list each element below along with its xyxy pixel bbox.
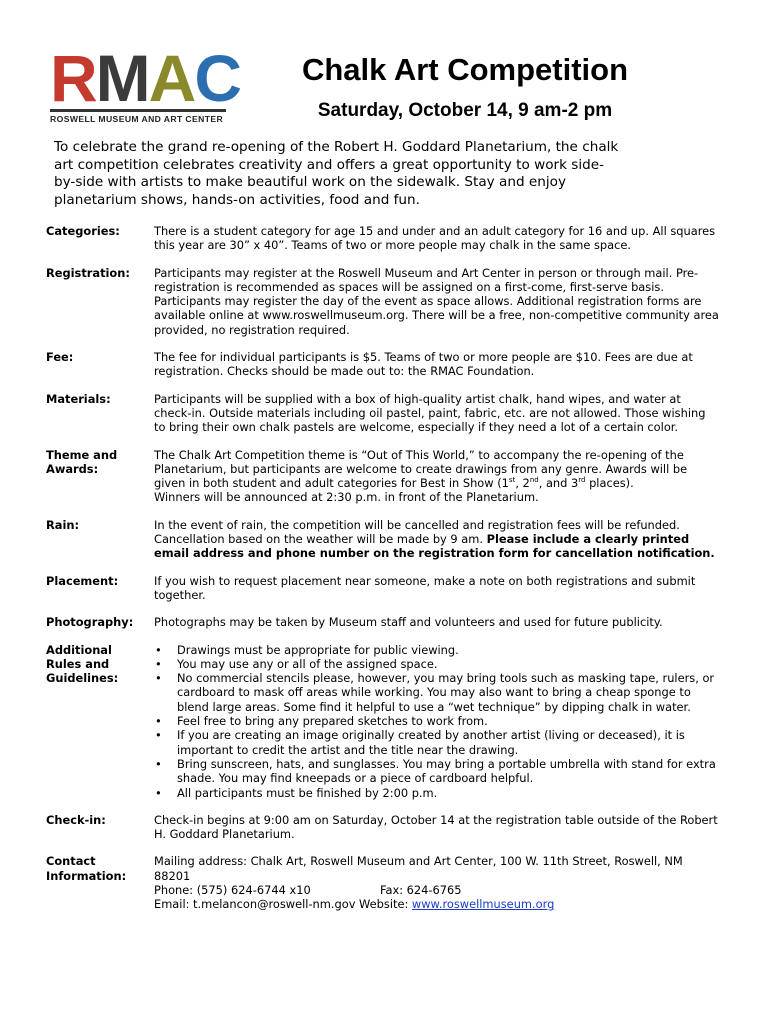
section-placement — [46, 574, 726, 603]
section-label: Photography: — [46, 615, 134, 630]
section-text — [154, 643, 720, 800]
section-label: Check-in: — [46, 812, 106, 827]
email-text: Email: t.melancon@roswell-nm.gov Website: — [154, 897, 412, 912]
mailing-address: Mailing address: Chalk Art, Roswell Museum and Art Center, 100 W. 11th Street, Roswell, NM 88201 — [154, 854, 683, 883]
section-fee — [46, 350, 726, 379]
section-label: Rain: — [46, 517, 80, 532]
section-text: Participants will be supplied with a box of high-quality artist chalk, hand wipes, and water at check-in. Outside materials including oil pastel, paint, fabric, etc. are not allowed. Those wishing to bring their own chalk pastels are welcome, especially if they need a lot of a certain color. — [154, 391, 706, 435]
list-item: • You may use any or all of the assigned space. — [154, 657, 720, 671]
phone-fax-line — [154, 883, 720, 897]
logo-letter-c: C — [194, 41, 240, 115]
section-text: If you wish to request placement near someone, make a note on both registrations and submit together. — [154, 573, 696, 602]
section-label — [46, 643, 154, 800]
section-rain — [46, 518, 726, 561]
rain-text: In the event of rain, the competition will be cancelled and registration fees will be refunded. Cancellation based on the weather will be made by 9 am. — [154, 517, 680, 547]
section-label: Registration: — [46, 265, 130, 280]
theme-text: , 2 — [515, 476, 530, 491]
section-materials — [46, 392, 726, 435]
theme-text: The Chalk Art Competition theme is “Out of This World,” to accompany the re-opening of the Planetarium, but participants are welcome to create drawings from any genre. Awards will be given in both student and adult categories for Best in Show (1 — [154, 447, 688, 491]
list-item: • All participants must be finished by 2:00 p.m. — [154, 786, 720, 800]
logo-letter-r: R — [50, 41, 96, 115]
ordinal-suffix: st — [508, 476, 516, 485]
list-item: • If you are creating an image originally created by another artist (living or deceased), it is important to credit the artist and the title near the drawing. — [154, 728, 720, 757]
section-label: Materials: — [46, 391, 111, 406]
event-date: Saturday, October 14, 9 am-2 pm — [317, 100, 613, 121]
logo-letter-a: A — [148, 41, 195, 115]
section-text: Check-in begins at 9:00 am on Saturday, October 14 at the registration table outside of the Robert H. Goddard Planetarium. — [154, 812, 718, 842]
label-line: Theme and — [46, 447, 118, 462]
email-website-line — [154, 897, 720, 911]
section-text: Participants may register at the Roswell Museum and Art Center in person or through mail. Pre-registration is recommended as spaces will be assigned on a first-come, first-serve basis. Participants may register the day of the event as space allows. Additional registration forms are available online at www.roswellmuseum.org. There will be a free, non-competitive community area provided, no registration required. — [154, 265, 719, 337]
label-line: Rules and — [46, 656, 110, 671]
list-item: • Drawings must be appropriate for public viewing. — [154, 643, 720, 657]
label-line: Information: — [46, 868, 127, 883]
label-line: Awards: — [46, 461, 99, 476]
winners-line: Winners will be announced at 2:30 p.m. in front of the Planetarium. — [154, 490, 539, 505]
theme-paragraph — [154, 448, 720, 491]
section-label: Categories: — [46, 224, 120, 238]
label-line: Additional — [46, 642, 112, 657]
section-photography — [46, 615, 726, 629]
logo-letters — [50, 41, 240, 115]
section-label: Placement: — [46, 573, 119, 588]
section-text — [154, 448, 720, 505]
section-label — [46, 448, 154, 505]
section-contact — [46, 854, 726, 911]
label-line: Contact — [46, 854, 96, 869]
website-link[interactable]: www.roswellmuseum.org — [411, 897, 555, 912]
rules-list — [154, 643, 720, 800]
logo-subtitle: ROSWELL MUSEUM AND ART CENTER — [50, 109, 226, 124]
section-theme — [46, 448, 726, 505]
section-text: There is a student category for age 15 and under and an adult category for 16 and up. All squares this year are 30” x 40”. Teams of two or more people may chalk in the same space. — [154, 224, 716, 253]
theme-text: places). — [585, 476, 634, 491]
section-rules — [46, 643, 726, 800]
rain-notice-bold: Please include a clearly printed email address and phone number on the registration form for cancellation notification. — [154, 532, 715, 561]
section-label — [46, 854, 154, 911]
page-title: Chalk Art Competition — [301, 52, 629, 87]
section-text — [154, 518, 720, 561]
logo-letter-m: M — [95, 41, 149, 115]
section-categories — [46, 224, 726, 253]
intro-paragraph: To celebrate the grand re-opening of the Robert H. Goddard Planetarium, the chalk art competition celebrates creativity and offers a great opportunity to work side-by-side with artists to make beautiful work on the sidewalk. Stay and enjoy planetarium shows, hands-on activities, food and fun. — [54, 139, 619, 208]
section-text: Photographs may be taken by Museum staff and volunteers and used for future publicity. — [154, 615, 663, 630]
section-checkin — [46, 813, 726, 842]
section-label: Fee: — [46, 350, 74, 365]
phone-number: Phone: (575) 624-6744 x10 — [154, 882, 311, 897]
fax-number: Fax: 624-6765 — [380, 882, 462, 897]
list-item: • Feel free to bring any prepared sketches to work from. — [154, 714, 720, 728]
section-text — [154, 854, 720, 911]
theme-text: , and 3 — [538, 476, 579, 491]
ordinal-suffix: nd — [529, 476, 539, 485]
section-text: The fee for individual participants is $5. Teams of two or more people are $10. Fees are due at registration. Checks should be made out to: the RMAC Foundation. — [154, 350, 693, 379]
list-item: • No commercial stencils please, however, you may bring tools such as masking tape, rulers, or cardboard to mask off areas while working. You may also want to bring a cheap sponge to blend large areas. Some find it helpful to use a “wet technique” by dipping chalk in water. — [154, 671, 720, 714]
ordinal-suffix: rd — [578, 476, 586, 485]
section-registration — [46, 266, 726, 337]
list-item: • Bring sunscreen, hats, and sunglasses. You may bring a portable umbrella with stand for extra shade. You may find kneepads or a piece of cardboard helpful. — [154, 757, 720, 786]
label-line: Guidelines: — [46, 671, 119, 686]
info-sections — [46, 224, 726, 925]
rmac-logo — [50, 41, 240, 124]
